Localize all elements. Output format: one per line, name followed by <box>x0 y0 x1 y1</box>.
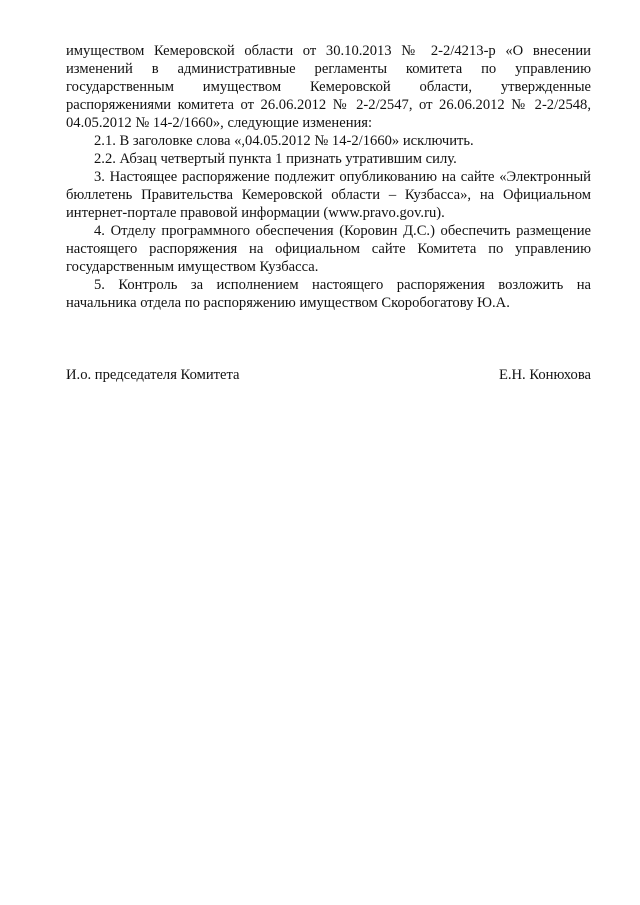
paragraph-5: 5. Контроль за исполнением настоящего распоряжения возложить на начальника отдела по распоряжению имуществом Скоробогатову Ю.А. <box>66 277 591 311</box>
paragraph-2-2: 2.2. Абзац четвертый пункта 1 признать утратившим силу. <box>94 151 457 167</box>
paragraph-intro: имуществом Кемеровской области от 30.10.2013 № 2-2/4213-р «О внесении изменений в административные регламенты комитета по управлению государственным имуществом Кемеровской области, утвержденные распоряжениями комитета от 26.06.2012 № 2-2/2547, от 26.06.2012 № 2-2/2548, 04.05.2012 № 14-2/1660», следующие изменения: <box>66 43 591 131</box>
paragraph-2-1: 2.1. В заголовке слова «,04.05.2012 № 14-2/1660» исключить. <box>94 133 474 149</box>
signatory-name: Е.Н. Конюхова <box>498 367 591 383</box>
signature-block <box>66 366 591 386</box>
paragraph-4: 4. Отделу программного обеспечения (Коровин Д.С.) обеспечить размещение настоящего распоряжения на официальном сайте Комитета по управлению государственным имуществом Кузбасса. <box>66 223 591 275</box>
document-body <box>66 42 591 312</box>
paragraph-3: 3. Настоящее распоряжение подлежит опубликованию на сайте «Электронный бюллетень Правительства Кемеровской области – Кузбасса», на Официальном интернет-портале правовой информации (www.pravo.gov.ru). <box>66 169 591 221</box>
signatory-position: И.о. председателя Комитета <box>66 367 240 383</box>
